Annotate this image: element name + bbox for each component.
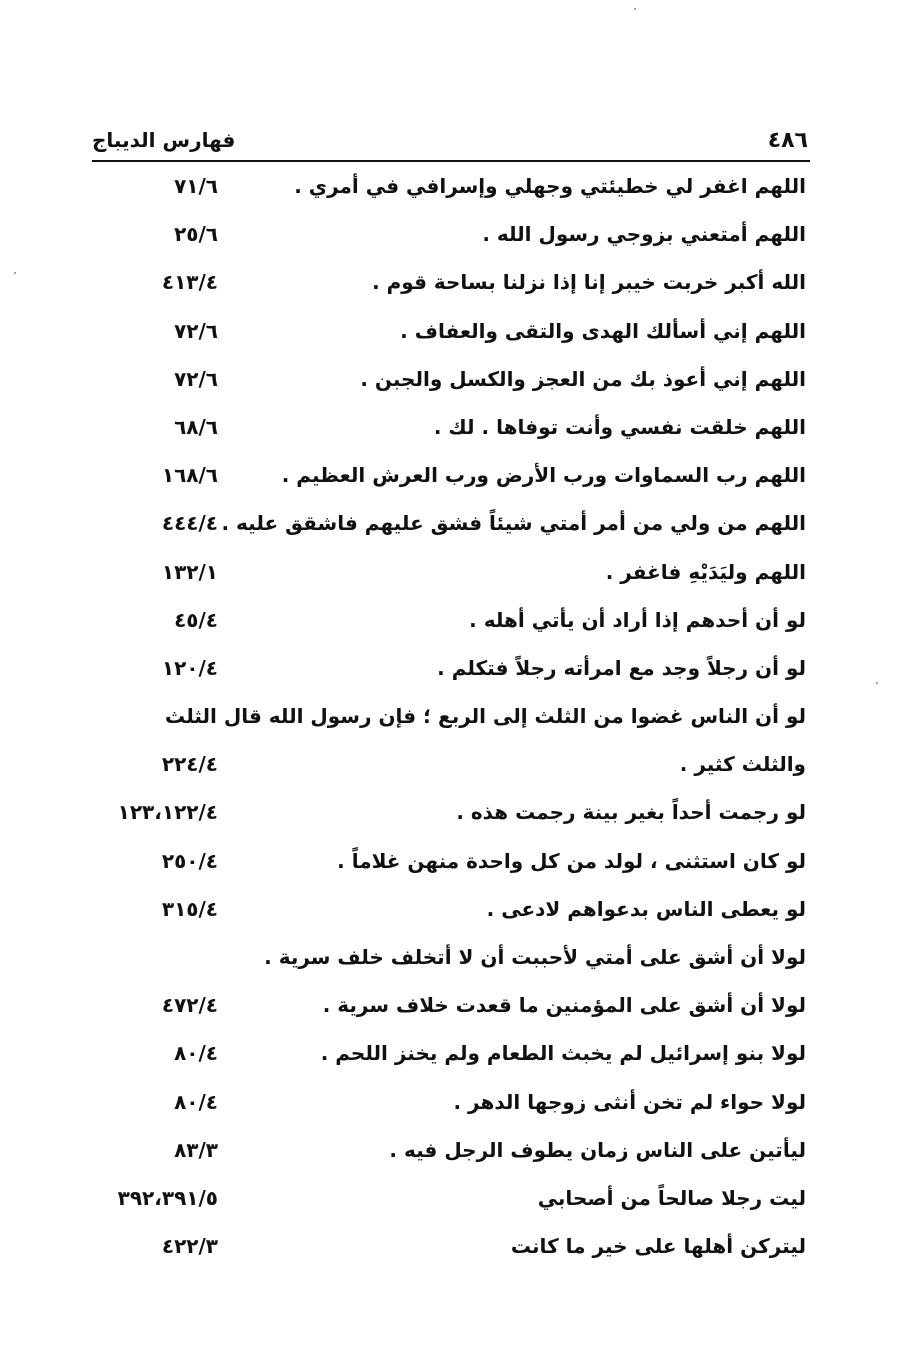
entry-reference: ٤٧٢/٤ xyxy=(161,993,218,1018)
entry-reference: ٤٥/٤ xyxy=(174,607,218,632)
entry-reference: ٤٤٤/٤ xyxy=(161,511,218,536)
index-entry xyxy=(90,505,810,553)
scan-speck xyxy=(876,682,878,684)
index-entry xyxy=(90,891,810,939)
entry-reference: ١٣٢/١ xyxy=(161,559,218,584)
index-entry xyxy=(90,698,810,746)
entry-text: اللهم خلقت نفسي وأنت توفاها . لك . xyxy=(433,414,806,439)
entry-text: اللهم وليَدَيْهِ فاغفر . xyxy=(605,559,806,584)
index-entry xyxy=(90,168,810,216)
entry-text: والثلث كثير . xyxy=(679,752,806,777)
entry-reference: ٤٢٢/٣ xyxy=(161,1234,218,1259)
header-rule xyxy=(92,160,810,162)
running-header xyxy=(92,120,808,160)
index-entry xyxy=(90,361,810,409)
entry-text: لولا حواء لم تخن أنثى زوجها الدهر . xyxy=(453,1089,806,1114)
entry-reference: ١٢٠/٤ xyxy=(161,655,218,680)
entry-reference: ٢٢٤/٤ xyxy=(161,752,218,777)
entry-text: لولا أن أشق على أمتي لأحببت أن لا أتخلف خلف سرية . xyxy=(264,945,806,969)
scan-speck xyxy=(14,272,16,274)
index-entry xyxy=(90,746,810,794)
entry-text: لو أن رجلاً وجد مع امرأته رجلاً فتكلم . xyxy=(437,655,806,680)
entry-text: الله أكبر خربت خيبر إنا إذا نزلنا بساحة قوم . xyxy=(372,270,806,295)
entry-reference: ٧١/٦ xyxy=(174,174,218,198)
page-number: ٤٨٦ xyxy=(767,127,808,153)
entry-text: لو أن أحدهم إذا أراد أن يأتي أهله . xyxy=(469,607,806,632)
entry-reference: ٤١٣/٤ xyxy=(161,270,218,295)
index-entry xyxy=(90,794,810,842)
entry-reference: ١٢٣،١٢٢/٤ xyxy=(117,800,218,825)
entry-text: لولا أن أشق على المؤمنين ما قعدت خلاف سرية . xyxy=(322,993,806,1018)
entry-reference: ٨٣/٣ xyxy=(174,1137,218,1162)
index-entry xyxy=(90,216,810,264)
index-entry xyxy=(90,1084,810,1132)
index-entry xyxy=(90,313,810,361)
index-entry xyxy=(90,264,810,312)
entry-text: ليت رجلا صالحاً من أصحابي xyxy=(537,1185,806,1210)
index-entry xyxy=(90,602,810,650)
entry-text: اللهم اغفر لي خطيئتي وجهلي وإسرافي في أمري . xyxy=(294,174,806,198)
index-entry xyxy=(90,843,810,891)
index-entry xyxy=(90,1132,810,1180)
scan-speck xyxy=(634,8,636,10)
entry-reference: ٧٢/٦ xyxy=(174,318,218,343)
entry-text: ليأتين على الناس زمان يطوف الرجل فيه . xyxy=(389,1137,806,1162)
entry-reference: ٨٠/٤ xyxy=(174,1041,218,1066)
hadith-index-list xyxy=(90,168,810,1276)
index-entry xyxy=(90,1228,810,1276)
entry-text: لو رجمت أحداً بغير بينة رجمت هذه . xyxy=(456,800,806,825)
entry-reference: ٢٥/٦ xyxy=(174,222,218,247)
entry-reference: ٣١٥/٤ xyxy=(161,896,218,921)
entry-text: اللهم أمتعني بزوجي رسول الله . xyxy=(482,222,806,247)
entry-text: لولا بنو إسرائيل لم يخبث الطعام ولم يخنز اللحم . xyxy=(320,1041,806,1066)
index-entry xyxy=(90,409,810,457)
entry-text: اللهم من ولي من أمر أمتي شيئاً فشق عليهم فاشقق عليه . xyxy=(221,511,806,536)
index-entry xyxy=(90,1035,810,1083)
entry-text: ليتركن أهلها على خير ما كانت xyxy=(510,1234,806,1259)
entry-reference: ٦٨/٦ xyxy=(174,414,218,439)
entry-text: اللهم رب السماوات ورب الأرض ورب العرش العظيم . xyxy=(281,463,806,488)
index-entry xyxy=(90,939,810,987)
entry-text: اللهم إني أعوذ بك من العجز والكسل والجبن . xyxy=(360,366,806,391)
entry-text: لو كان استثنى ، لولد من كل واحدة منهن غلاماً . xyxy=(337,848,806,873)
index-entry xyxy=(90,1180,810,1228)
running-title: فهارس الديباج xyxy=(92,128,236,152)
entry-reference: ٣٩٢،٣٩١/٥ xyxy=(117,1185,218,1210)
entry-text: لو أن الناس غضوا من الثلث إلى الربع ؛ فإن رسول الله قال الثلث xyxy=(165,704,806,729)
entry-reference: ٨٠/٤ xyxy=(174,1089,218,1114)
entry-reference: ٧٢/٦ xyxy=(174,366,218,391)
index-entry xyxy=(90,457,810,505)
entry-text: اللهم إني أسألك الهدى والتقى والعفاف . xyxy=(400,318,806,343)
index-entry xyxy=(90,554,810,602)
entry-text: لو يعطى الناس بدعواهم لادعى . xyxy=(486,896,806,921)
index-entry xyxy=(90,650,810,698)
entry-reference: ١٦٨/٦ xyxy=(161,463,218,488)
index-entry xyxy=(90,987,810,1035)
entry-reference: ٢٥٠/٤ xyxy=(161,848,218,873)
